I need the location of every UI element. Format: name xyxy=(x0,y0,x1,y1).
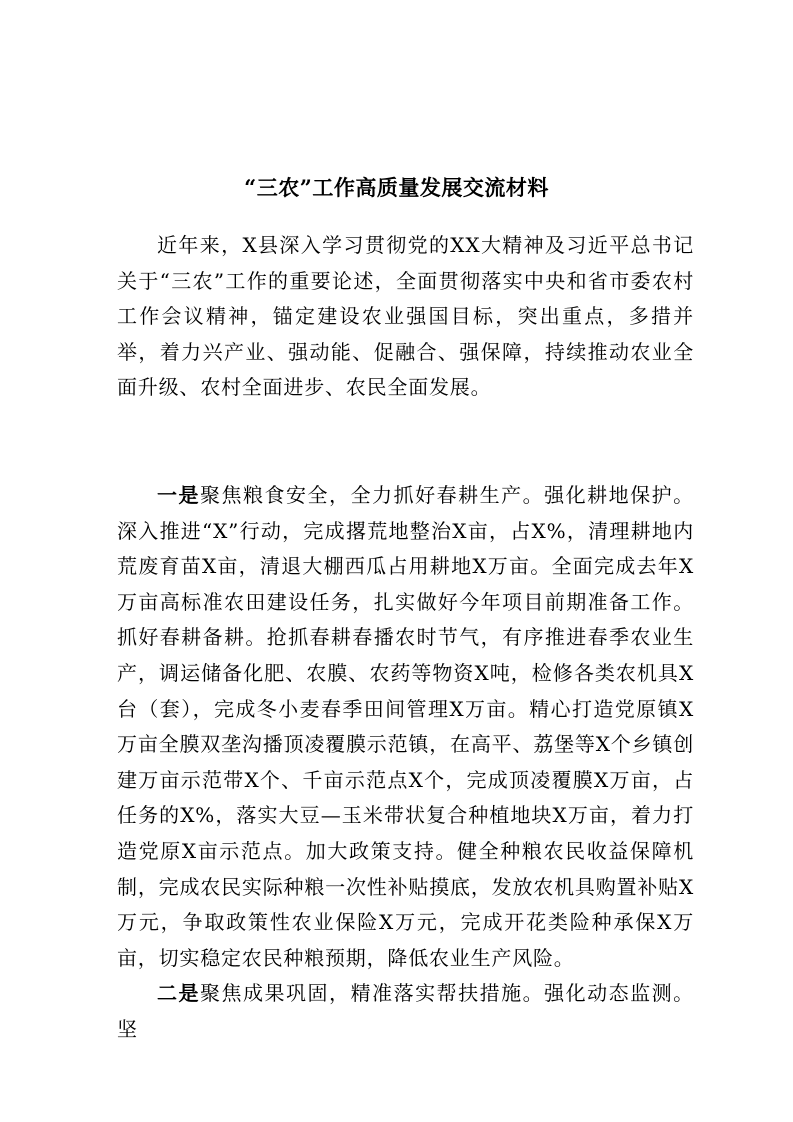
paragraph-text: 聚焦粮食安全，全力抓好春耕生产。强化耕地保护。深入推进“X”行动，完成撂荒地整治X亩，占X%，清理耕地内荒废育苗X亩，清退大棚西瓜占用耕地X万亩。全面完成去年X万亩高标准农田建设任务，扎实做好今年项目前期准备工作。抓好春耕备耕。抢抓春耕春播农时节气，有序推进春季农业生产，调运储备化肥、农膜、农药等物资X吨，检修各类农机具X台（套），完成冬小麦春季田间管理X万亩。精心打造党原镇X万亩全膜双垄沟播顶凌覆膜示范镇，在高平、荔堡等X个乡镇创建万亩示范带X个、千亩示范点X个，完成顶凌覆膜X万亩，占任务的X%，落实大豆—玉米带状复合种植地块X万亩，着力打造党原X亩示范点。加大政策支持。健全种粮农民收益保障机制，完成农民实际种粮一次性补贴摸底，发放农机具购置补贴X万元，争取政策性农业保险X万元，完成开花类险种承保X万亩，切实稳定农民种粮预期，降低农业生产风险。 xyxy=(117,483,694,970)
document-title: “三农”工作高质量发展交流材料 xyxy=(244,175,549,200)
paragraph-lead: 二是 xyxy=(157,981,201,1005)
paragraph-consolidation xyxy=(117,976,694,1047)
paragraph-food-security xyxy=(117,478,694,976)
paragraph-lead: 一是 xyxy=(157,483,201,507)
paragraph-intro xyxy=(117,228,694,406)
paragraph-text: 聚焦成果巩固，精准落实帮扶措施。强化动态监测。坚 xyxy=(117,981,694,1041)
paragraph-text: 近年来，X县深入学习贯彻党的XX大精神及习近平总书记关于“三农”工作的重要论述，全面贯彻落实中央和省市委农村工作会议精神，锚定建设农业强国目标，突出重点，多措并举，着力兴产业、强动能、促融合、强保障，持续推动农业全面升级、农村全面进步、农民全面发展。 xyxy=(117,233,694,400)
